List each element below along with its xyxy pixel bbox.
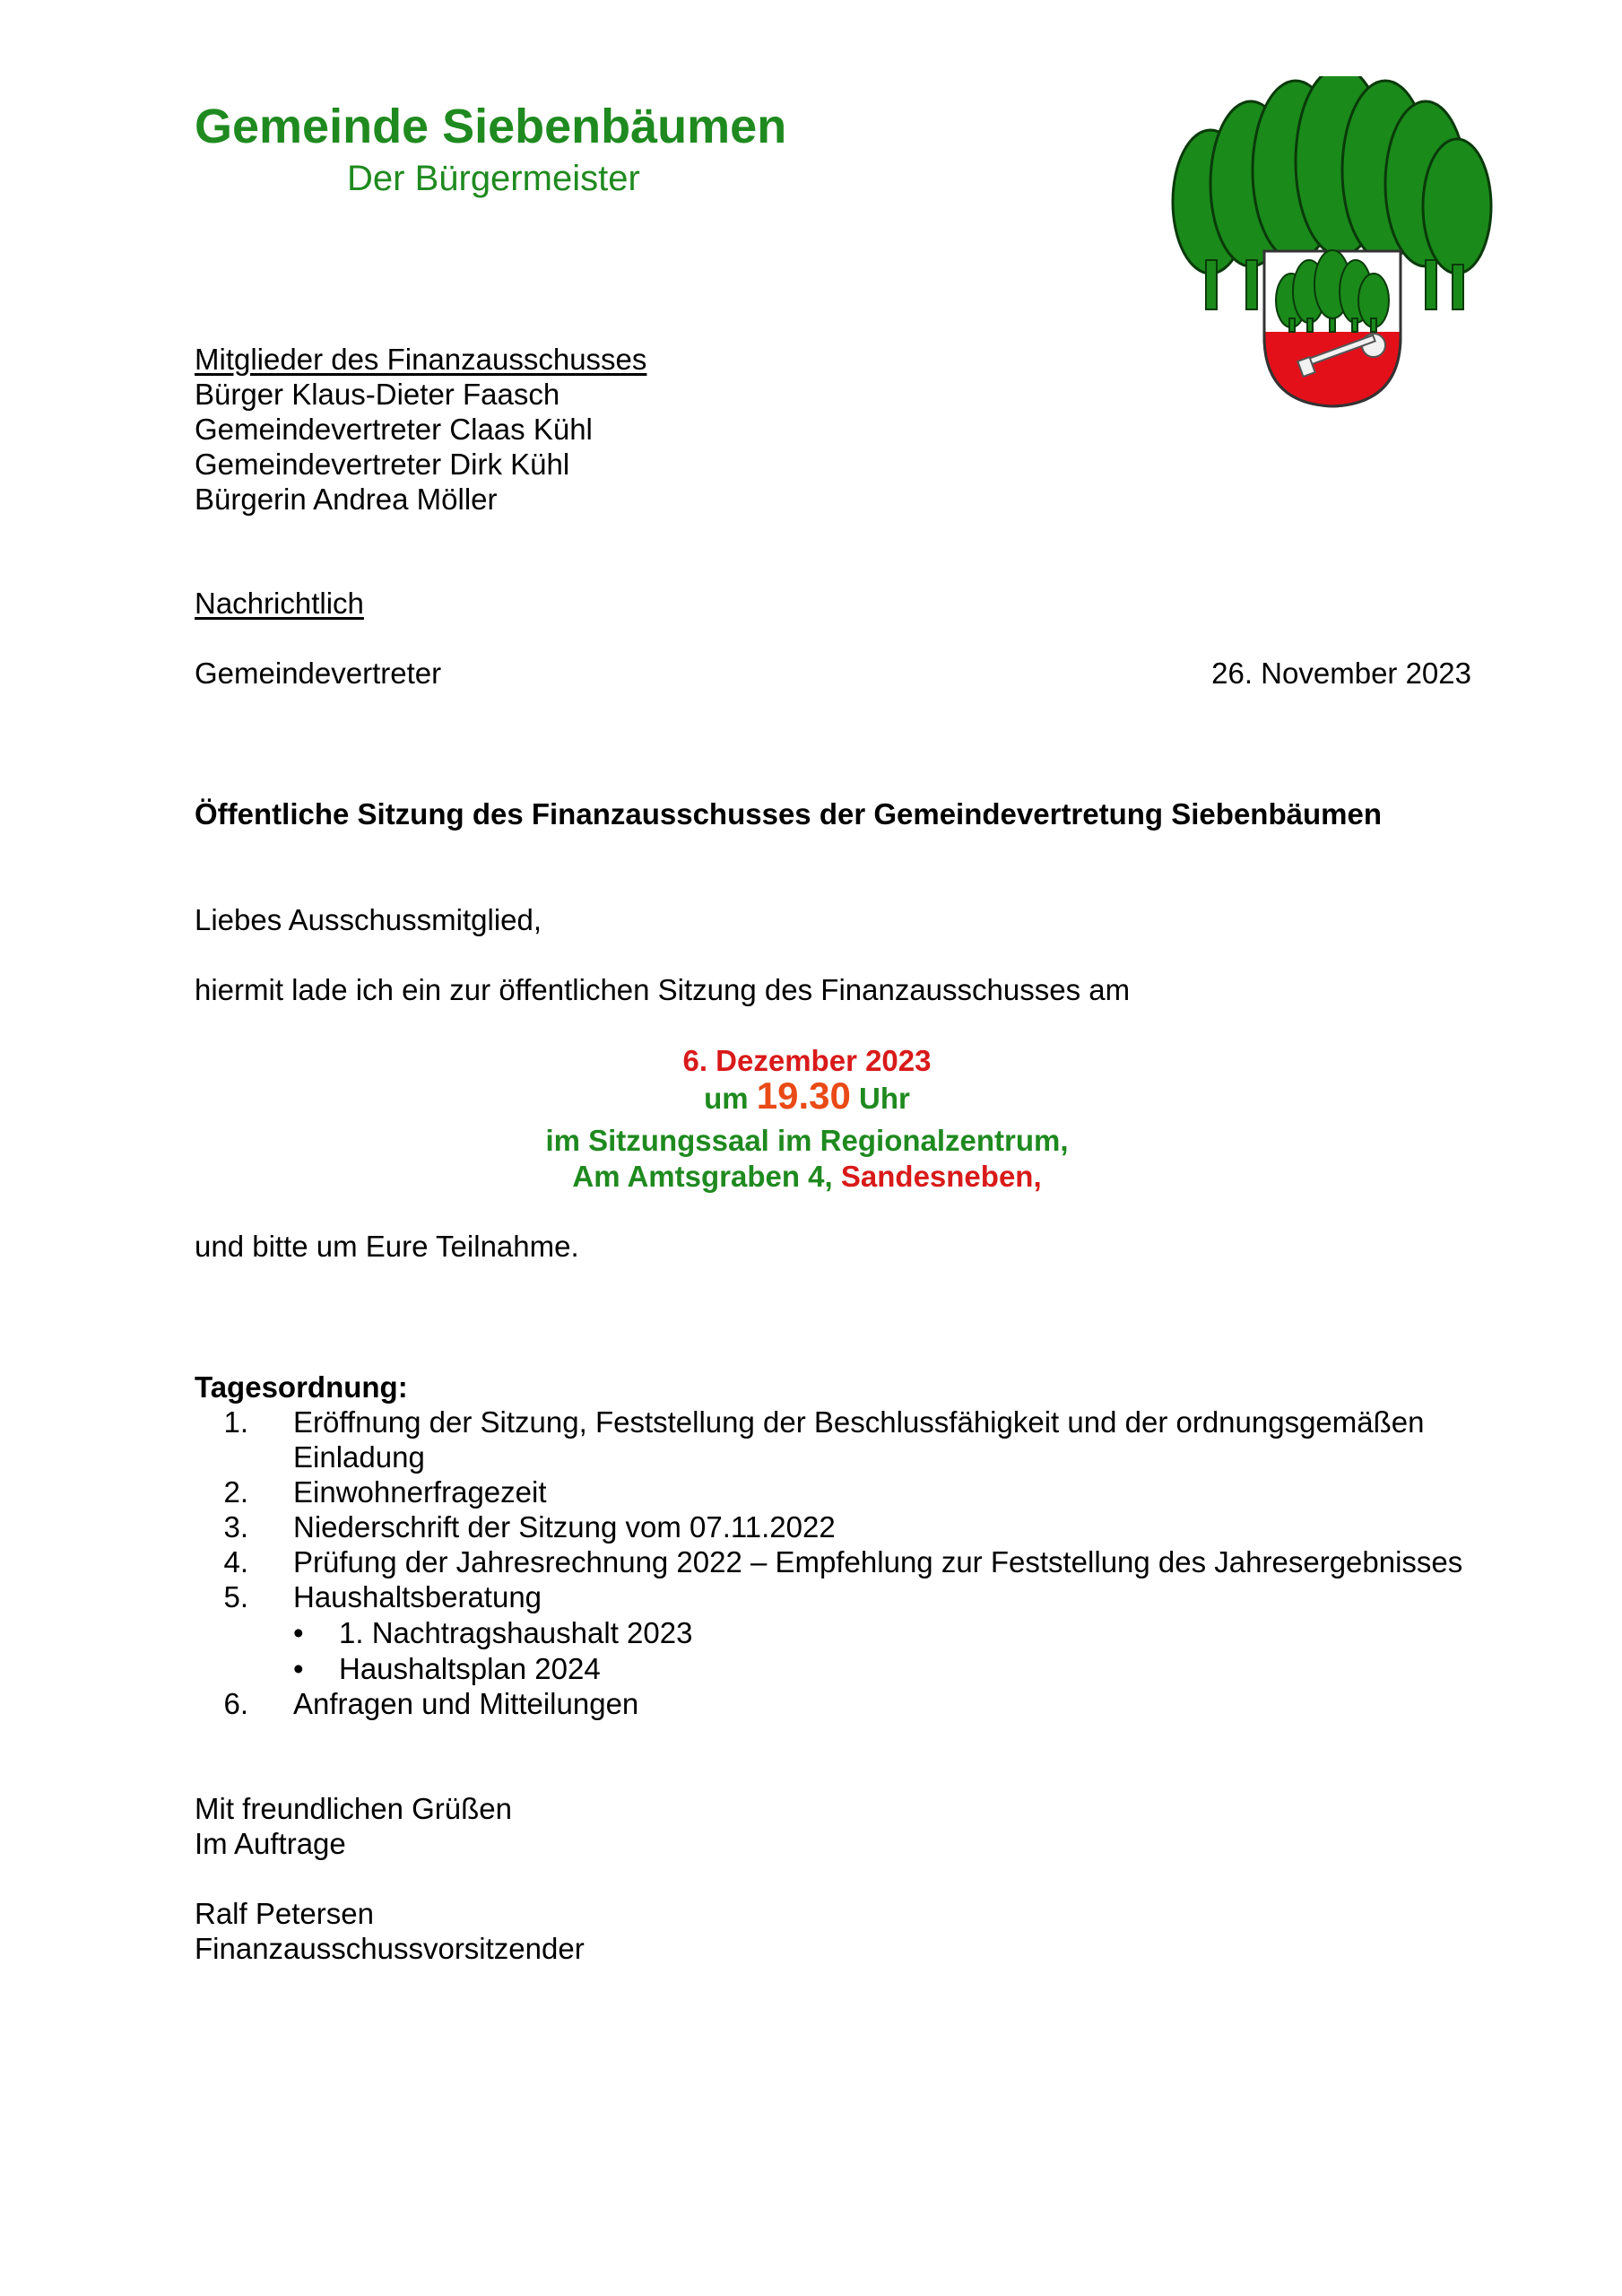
meeting-town: Sandesneben,	[840, 1160, 1042, 1193]
cc-recipient: Gemeindevertreter	[195, 657, 442, 690]
meeting-address	[0, 1159, 1614, 1194]
agenda-item-number: 5.	[223, 1580, 248, 1613]
agenda-item-text: Anfragen und Mitteilungen	[293, 1687, 639, 1720]
intro-text: hiermit lade ich ein zur öffentlichen Sitzung des Finanzausschusses am	[195, 973, 1131, 1006]
meeting-time-prefix: um	[704, 1082, 749, 1115]
trees-coat-of-arms-icon	[1166, 76, 1497, 417]
bullet-icon: •	[293, 1652, 304, 1685]
letter-date: 26. November 2023	[1211, 657, 1471, 690]
closing-request: und bitte um Eure Teilnahme.	[195, 1230, 579, 1263]
cc-heading: Nachrichtlich	[195, 587, 364, 620]
closing-greeting: Mit freundlichen Grüßen	[195, 1792, 512, 1825]
agenda-item-text: Einwohnerfragezeit	[293, 1475, 547, 1509]
office-subtitle: Der Bürgermeister	[347, 159, 640, 198]
recipient-2: Gemeindevertreter Claas Kühl	[195, 413, 593, 446]
on-behalf: Im Auftrage	[195, 1827, 346, 1860]
agenda-item-number: 3.	[223, 1510, 248, 1544]
signer-role: Finanzausschussvorsitzender	[195, 1932, 585, 1965]
meeting-time	[0, 1076, 1614, 1118]
municipality-title: Gemeinde Siebenbäumen	[195, 100, 787, 153]
agenda-item-number: 2.	[223, 1475, 248, 1509]
agenda-heading: Tagesordnung:	[195, 1370, 408, 1404]
bullet-icon: •	[293, 1616, 304, 1649]
meeting-time-value: 19.30	[756, 1074, 851, 1117]
agenda-item-text: Haushaltsberatung	[293, 1580, 542, 1613]
recipient-3: Gemeindevertreter Dirk Kühl	[195, 448, 570, 481]
recipients-heading: Mitglieder des Finanzausschusses	[195, 343, 647, 376]
agenda-item-number: 6.	[223, 1687, 248, 1720]
meeting-street: Am Amtsgraben 4,	[572, 1160, 833, 1193]
recipient-1: Bürger Klaus-Dieter Faasch	[195, 378, 560, 411]
agenda-subitem-text: Haushaltsplan 2024	[339, 1652, 601, 1685]
letter-subject: Öffentliche Sitzung des Finanzausschusses der Gemeindevertretung Siebenbäumen	[195, 797, 1382, 831]
agenda-subitem-text: 1. Nachtragshaushalt 2023	[339, 1616, 693, 1649]
salutation: Liebes Ausschussmitglied,	[195, 903, 542, 936]
agenda-item-text: Niederschrift der Sitzung vom 07.11.2022	[293, 1510, 836, 1544]
municipality-logo	[1166, 76, 1497, 417]
meeting-date: 6. Dezember 2023	[682, 1044, 932, 1077]
recipient-4: Bürgerin Andrea Möller	[195, 483, 498, 516]
agenda-item-text: Prüfung der Jahresrechnung 2022 – Empfehlung zur Feststellung des Jahresergebnisses	[293, 1545, 1463, 1578]
agenda-item-text: Eröffnung der Sitzung, Feststellung der Beschlussfähigkeit und der ordnungsgemäßen	[293, 1405, 1425, 1439]
meeting-venue: im Sitzungssaal im Regionalzentrum,	[545, 1124, 1069, 1157]
agenda-item-continuation: Einladung	[293, 1440, 425, 1474]
signer-name: Ralf Petersen	[195, 1897, 374, 1930]
meeting-time-suffix: Uhr	[859, 1082, 910, 1115]
agenda-item-number: 1.	[223, 1405, 248, 1439]
agenda-item-number: 4.	[223, 1545, 248, 1578]
